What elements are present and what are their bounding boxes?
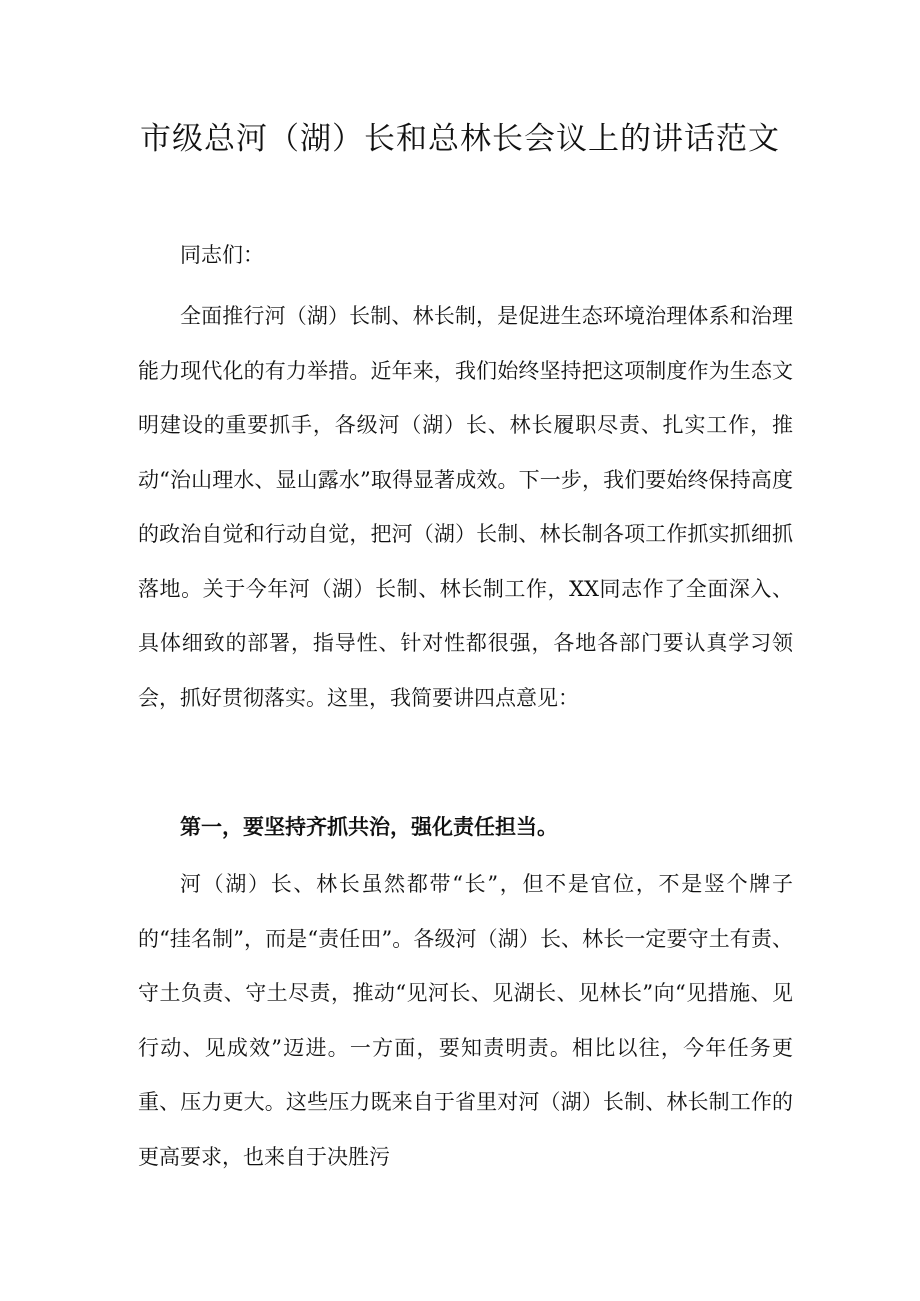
body-paragraph-2: 河（湖）长、林长虽然都带“长”，但不是官位，不是竖个牌子的“挂名制”，而是“责任田”。各级河（湖）长、林长一定要守土有责、守土负责、守土尽责，推动“见河长、见湖长、见林长”向“见措施、见行动、见成效”迈进。一方面，要知责明责。相比以往，今年任务更重、压力更大。这些压力既来自于省里对河（湖）长制、林长制工作的更高要求，也来自于决胜污 [138,872,793,1169]
document-title: 市级总河（湖）长和总林长会议上的讲话范文 [140,121,780,157]
salutation: 同志们： [180,243,264,267]
body-paragraph-1: 全面推行河（湖）长制、林长制，是促进生态环境治理体系和治理能力现代化的有力举措。近年来，我们始终坚持把这项制度作为生态文明建设的重要抓手，各级河（湖）长、林长履职尽责、扎实工作，推动“治山理水、显山露水”取得显著成效。下一步，我们要始终保持高度的政治自觉和行动自觉，把河（湖）长制、林长制各项工作抓实抓细抓落地。关于今年河（湖）长制、林长制工作，XX同志作了全面深入、具体细致的部署，指导性、针对性都很强，各地各部门要认真学习领会，抓好贯彻落实。这里，我简要讲四点意见： [138,304,793,710]
section-heading-1: 第一，要坚持齐抓共治，强化责任担当。 [180,815,558,839]
